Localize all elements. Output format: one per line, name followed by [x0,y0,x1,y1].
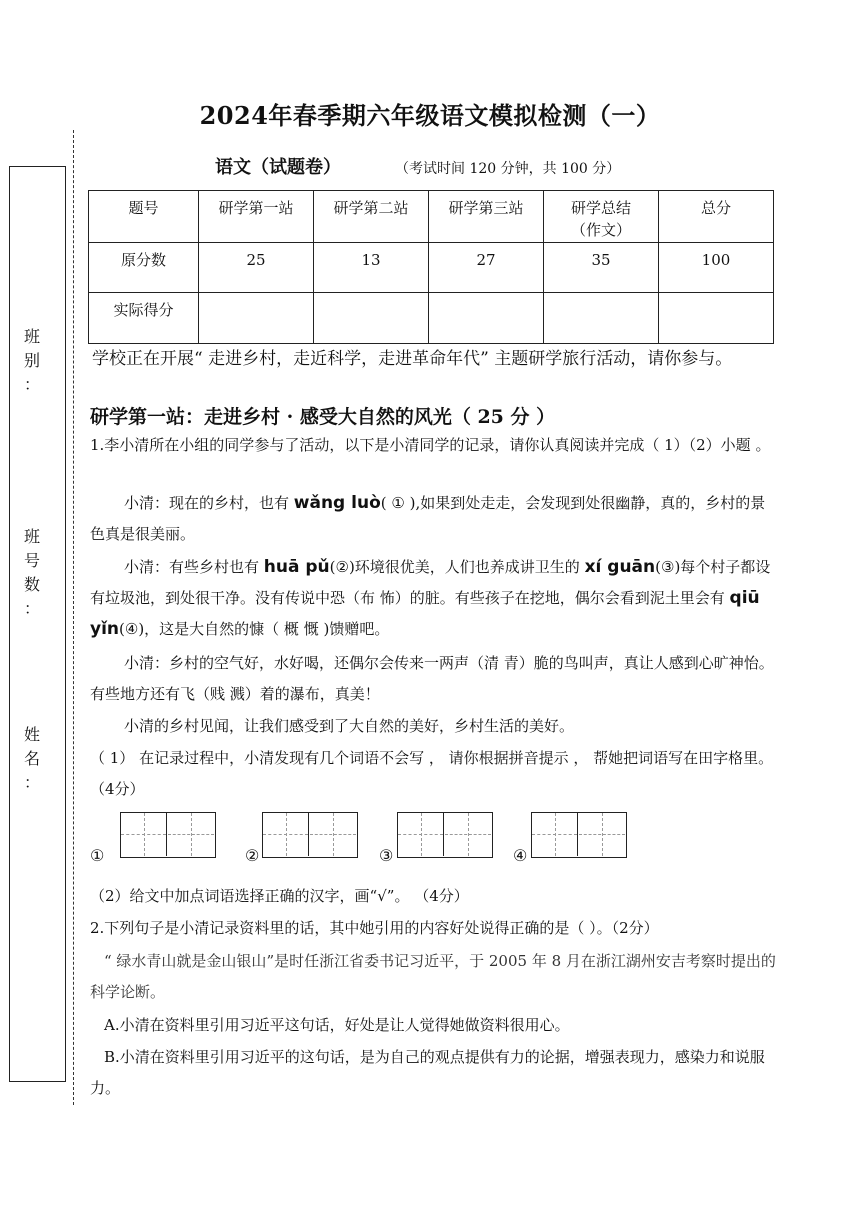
table-header-cell: 题号 [89,191,199,243]
question-2: 2.下列句子是小清记录资料里的话，其中她引用的内容好处说得正确的是（ ）。（2分） [90,919,659,937]
grid-number-4: ④ [513,846,528,865]
grid-number-2: ② [245,846,260,865]
tianzige-grid-1[interactable] [120,812,216,858]
table-header-cell: 研学第一站 [199,191,314,243]
score-input-cell[interactable] [659,293,774,344]
table-row [89,243,774,293]
question-1: 1.李小清所在小组的同学参与了活动，以下是小清同学的记录，请你认真阅读并完成（ 1）（2）小题 。 [90,436,771,454]
table-header-cell: 研学第三站 [429,191,544,243]
table-row [89,191,774,243]
table-header-cell: 研学总结（作文） [544,191,659,243]
option-b[interactable]: B.小清在资料里引用习近平的这句话，是为自己的观点提供有力的论据，增强表现力，感染力和说服力。 [90,1048,765,1097]
student-info-box [9,166,66,1082]
exam-subtitle: 语文（试题卷） [215,157,341,178]
score-input-cell[interactable] [429,293,544,344]
tianzige-grid-3[interactable] [397,812,493,858]
intro-paragraph: 学校正在开展“ 走进乡村，走近科学，走进革命年代” 主题研学旅行活动，请你参与。 [92,349,733,369]
class-label: 班 别 ： [23,327,40,394]
exam-title: 2024年春季期六年级语文模拟检测（一） [199,101,661,130]
table-header-cell: 总分 [659,191,774,243]
tianzige-grid-2[interactable] [262,812,358,858]
table-cell: 实际得分 [89,293,199,344]
question-2-quote: “ 绿水青山就是金山银山”是时任浙江省委书记习近平，于 2005 年 8 月在浙江湖州安吉考察时提出的科学论断。 [90,952,776,1001]
sub-question-2: （2）给文中加点词语选择正确的汉字，画“√”。 （4分） [90,887,469,905]
score-input-cell[interactable] [314,293,429,344]
table-cell: 100 [659,243,774,293]
record-paragraph-1: 小清：现在的乡村，也有 wǎng luò( ① ),如果到处走走，会发现到处很幽静，真的，乡村的景色真是很美丽。 [90,493,766,543]
option-a[interactable]: A.小清在资料里引用习近平这句话，好处是让人觉得她做资料很用心。 [104,1016,570,1034]
table-cell: 25 [199,243,314,293]
grid-number-3: ③ [379,846,394,865]
table-cell: 13 [314,243,429,293]
table-cell: 35 [544,243,659,293]
grid-number-1: ① [90,846,105,865]
score-input-cell[interactable] [544,293,659,344]
seat-number-label: 班 号 数 ： [23,527,40,618]
sub-question-1: （ 1） 在记录过程中，小清发现有几个词语不会写 ， 请你根据拼音提示 ， 帮她把词语写在田字格里。（4分） [90,749,774,798]
name-label: 姓 名 ： [23,725,40,792]
table-cell: 27 [429,243,544,293]
cut-line [73,130,74,1105]
record-paragraph-4: 小清的乡村见闻，让我们感受到了大自然的美好，乡村生活的美好。 [124,717,575,735]
exam-time-note: （考试时间 120 分钟，共 100 分） [395,161,621,177]
table-cell: 原分数 [89,243,199,293]
score-input-cell[interactable] [199,293,314,344]
tianzige-grid-4[interactable] [531,812,627,858]
record-paragraph-3: 小清：乡村的空气好，水好喝，还偶尔会传来一两声（清 青）脆的鸟叫声，真让人感到心旷神怡。有些地方还有飞（贱 溅）着的瀑布，真美！ [90,654,774,703]
table-header-cell: 研学第二站 [314,191,429,243]
score-table [88,190,774,344]
section-heading-1: 研学第一站：走进乡村 · 感受大自然的风光（ 25 分 ） [90,406,556,428]
record-paragraph-2: 小清：有些乡村也有 huā pǔ(②)环境很优美，人们也养成讲卫生的 xí guān(③)每个村子都设有垃圾池，到处很干净。没有传说中恐（布 怖）的脏。有些孩子在挖地，偶尔会看到泥土里会有 qiū yǐn(④)，这是大自然的慷（ 概 慨 )馈赠吧。 [90,557,771,639]
table-row [89,293,774,344]
